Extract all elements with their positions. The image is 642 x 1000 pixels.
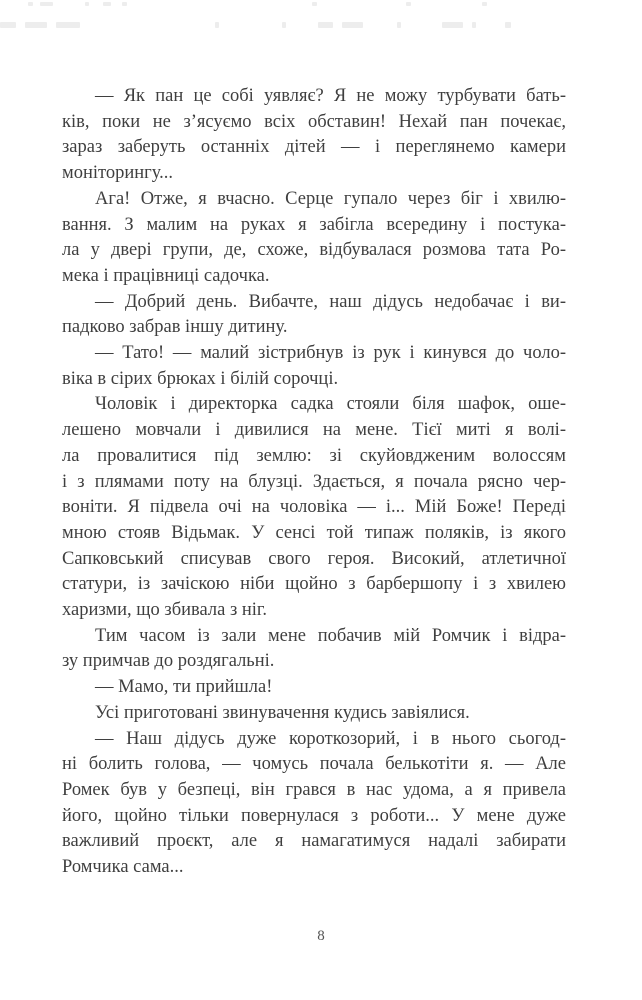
text-line: лешено мовчали і дивилися на мене. Тієї миті я волі- — [62, 420, 566, 441]
paragraph — [62, 624, 566, 675]
bleed-artifact — [505, 22, 511, 28]
text-line: — Тато! — малий зістрибнув із рук і кинувся до чоло- — [95, 343, 566, 364]
text-line: зу примчав до роздягальні. — [62, 651, 275, 672]
bleed-artifact — [122, 2, 127, 6]
page-number: 8 — [317, 928, 325, 944]
paragraph — [62, 727, 566, 881]
paragraph — [62, 392, 566, 623]
text-line: мною стояв Відьмак. У сенсі той типаж поляків, із якого — [62, 522, 566, 543]
text-line: ла у двері групи, де, схоже, відбувалася розмова тата Ро- — [62, 240, 566, 261]
page-text — [62, 84, 566, 881]
text-line: важливий проєкт, але я намагатимуся надалі забирати — [62, 831, 566, 852]
text-line: харизми, що збивала з ніг. — [62, 600, 268, 621]
bleed-artifact — [103, 2, 111, 6]
text-line: ків, поки не з’ясуємо всіх обставин! Нехай пан почекає, — [62, 111, 566, 132]
text-line: моніторингу... — [62, 163, 173, 184]
text-line: падково забрав іншу дитину. — [62, 317, 288, 338]
text-line: Чоловік і директорка садка стояли біля шафок, оше- — [95, 394, 566, 415]
text-line: його, щойно тільки повернулася з роботи... У мене дуже — [62, 805, 566, 826]
bleed-artifact — [342, 22, 363, 28]
text-line: — Мамо, ти прийшла! — [95, 677, 273, 698]
paragraph — [62, 290, 566, 341]
bleed-artifact — [442, 22, 463, 28]
bleed-artifact — [397, 22, 401, 28]
text-line: ла провалитися під землю: зі скуйовдженим волоссям — [62, 445, 566, 466]
bleed-artifact — [56, 22, 80, 28]
text-line: вання. З малим на руках я забігла всередину і постука- — [62, 214, 566, 235]
bleed-artifact — [215, 22, 219, 28]
paragraph — [62, 187, 566, 290]
text-line: зараз заберуть останніх дітей — і переглянемо камери — [62, 137, 566, 158]
bleed-artifact — [28, 2, 33, 6]
text-line: Сапковський списував свого героя. Високий, атлетичної — [62, 548, 566, 569]
bleed-artifact — [85, 2, 89, 6]
paragraph — [62, 701, 566, 727]
bleed-artifact — [0, 22, 16, 28]
text-line: Ромек був у безпеці, він грався в нас удома, а я привела — [62, 779, 566, 800]
text-line: Ага! Отже, я вчасно. Серце гупало через біг і хвилю- — [95, 188, 566, 209]
paragraph — [62, 675, 566, 701]
bleed-artifact — [312, 2, 317, 6]
bleed-artifact — [25, 22, 47, 28]
bleed-artifact — [40, 2, 53, 6]
text-line: Ромчика сама... — [62, 857, 184, 878]
text-line: мека і працівниці садочка. — [62, 265, 270, 286]
text-line: — Добрий день. Вибачте, наш дідусь недобачає і ви- — [95, 291, 566, 312]
paragraph — [62, 341, 566, 392]
text-line: статури, із зачіскою ніби щойно з барбершопу і з хвилею — [62, 574, 566, 595]
text-line: віка в сірих брюках і білій сорочці. — [62, 368, 339, 389]
bleed-artifact — [318, 22, 333, 28]
text-line: ні болить голова, — чомусь почала белькотіти я. — Але — [62, 754, 566, 775]
bleed-artifact — [482, 2, 487, 6]
bleed-artifact — [282, 22, 286, 28]
paragraph — [62, 84, 566, 187]
text-line: воніти. Я підвела очі на чоловіка — і... Мій Боже! Переді — [62, 497, 566, 518]
bleed-artifact — [472, 22, 476, 28]
text-line: — Як пан це собі уявляє? Я не можу турбувати бать- — [95, 86, 566, 106]
text-line: Тим часом із зали мене побачив мій Ромчик і відра- — [95, 625, 566, 646]
bleed-artifact — [406, 2, 411, 6]
text-line: Усі приготовані звинувачення кудись завіялися. — [95, 702, 470, 723]
text-line: і з плямами поту на блузці. Здається, я почала рясно чер- — [62, 471, 566, 492]
text-line: — Наш дідусь дуже короткозорий, і в нього сьогод- — [95, 728, 566, 749]
